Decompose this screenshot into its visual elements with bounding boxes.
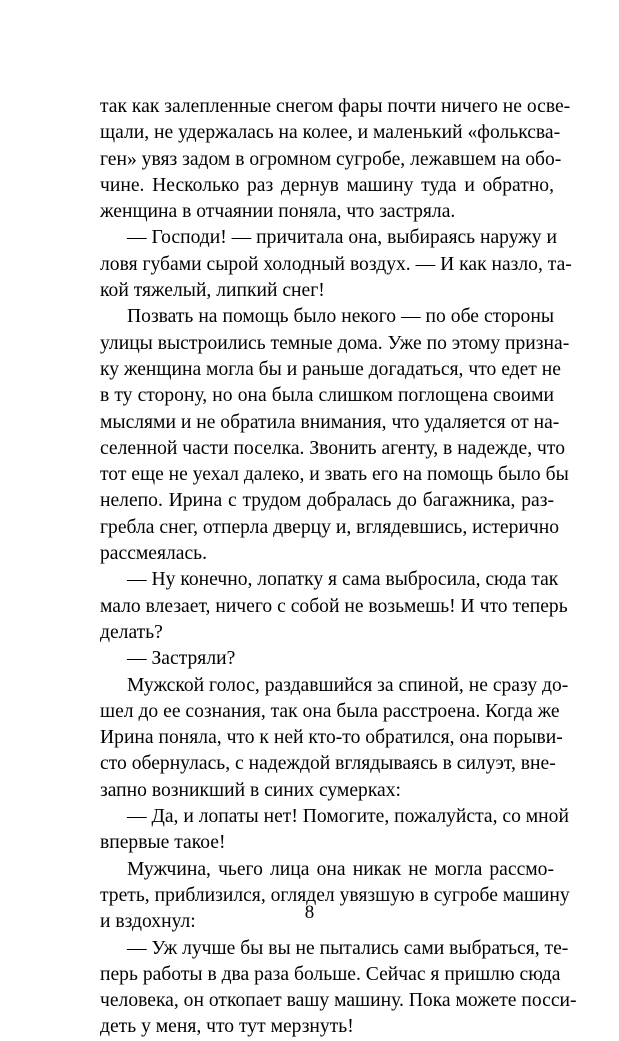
text-line: — Уж лучше бы вы не пытались сами выбраться, те- [127,937,569,959]
text-line: щали, не удержалась на колее, и маленький «фольксва- [100,122,561,144]
text-line: мало влезает, ничего с собой не возьмешь! И что теперь [100,595,568,617]
text-line: Мужчина, чьего лица она никак не могла рассмо- [127,858,554,880]
page-body [100,94,577,1041]
text-line: улицы выстроились темные дома. Уже по этому призна- [100,332,570,354]
text-line: Ирина поняла, что к ней кто-то обратился, она порыви- [100,727,563,749]
text-line: — Да, и лопаты нет! Помогите, пожалуйста, со мной [127,806,569,828]
text-line: в ту сторону, но она была слишком поглощена своими [100,385,554,407]
text-line: селенной части поселка. Звонить агенту, в надежде, что [100,437,565,459]
text-line: мыслями и не обратила внимания, что удаляется от на- [100,411,560,433]
text-line: впервые такое! [100,832,226,854]
text-line: треть, приблизился, оглядел увязшую в сугробе машину [100,884,570,906]
text-line: тот еще не уехал далеко, и звать его на помощь было бы [100,464,569,486]
text-line: гребла снег, отперла дверцу и, вглядевшись, истерично [100,516,560,538]
text-line: чине. Несколько раз дернув машину туда и обратно, [100,174,554,196]
text-line: шел до ее сознания, так она была расстроена. Когда же [100,700,560,722]
text-line: нелепо. Ирина с трудом добралась до багажника, раз- [100,490,554,512]
text-line: так как залепленные снегом фары почти ничего не осве- [100,96,571,117]
text-line: рассмеялась. [100,543,208,565]
text-line: сто обернулась, с надеждой вглядываясь в силуэт, вне- [100,753,556,775]
text-line: Мужской голос, раздавшийся за спиной, не сразу до- [127,674,569,696]
text-line: женщина в отчаянии поняла, что застряла. [100,201,456,223]
text-line: перь работы в два раза больше. Сейчас я пришлю сюда [100,963,561,985]
text-line: кой тяжелый, липкий снег! [100,280,325,302]
text-line: — Господи! — причитала она, выбираясь наружу и [127,227,557,249]
text-line: ку женщина могла бы и раньше догадаться, что едет не [100,358,561,380]
text-line: — Застряли? [127,648,236,670]
text-line: запно возникший в синих сумерках: [100,779,401,801]
text-line: делать? [100,621,163,643]
text-line: человека, он откопает вашу машину. Пока можете посси- [100,990,577,1012]
text-line: деть у меня, что тут мерзнуть! [100,1016,354,1038]
text-line: ген» увяз задом в огромном сугробе, лежавшем на обо- [100,148,562,170]
text-line: и вздохнул: [100,911,196,933]
text-line: Позвать на помощь было некого — по обе стороны [127,306,554,328]
text-line: — Ну конечно, лопатку я сама выбросила, сюда так [127,569,559,591]
page-number: 8 [304,902,315,923]
text-line: ловя губами сырой холодный воздух. — И как назло, та- [100,253,572,275]
